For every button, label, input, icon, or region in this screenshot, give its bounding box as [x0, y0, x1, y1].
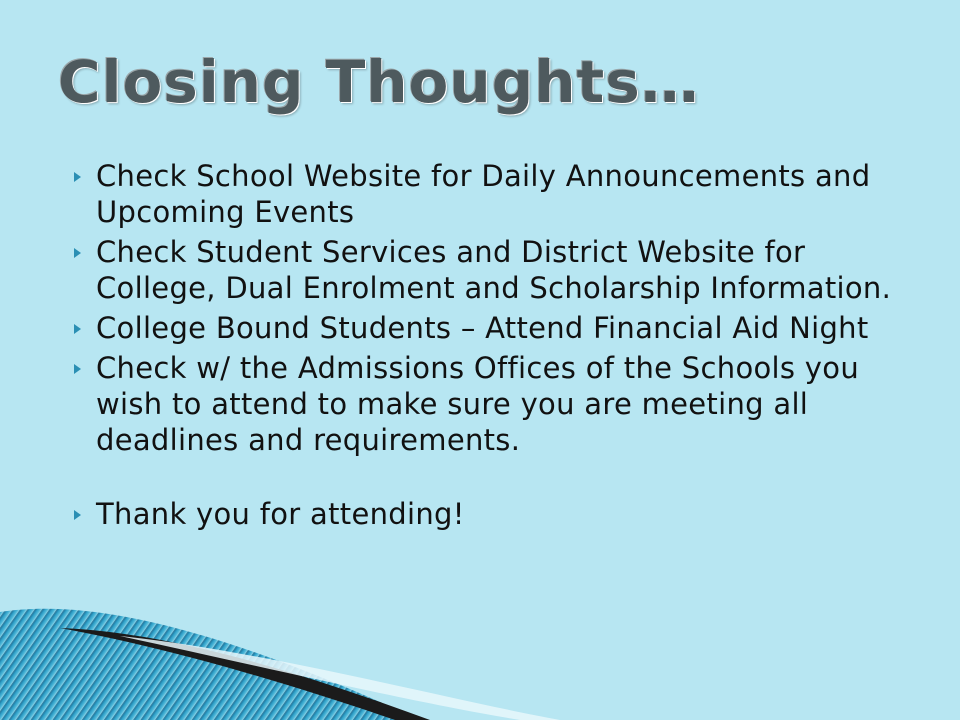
bullet-text: Check w/ the Admissions Offices of the Schools you wish to attend to make sure you are meeting all deadlines and requirements.: [96, 351, 859, 457]
arrow-bullet-icon: [74, 172, 81, 182]
bullet-text: Check Student Services and District Website for College, Dual Enrolment and Scholarship Information.: [96, 235, 892, 305]
bullet-item: [72, 158, 902, 230]
bullet-text: Thank you for attending!: [96, 497, 465, 531]
arrow-bullet-icon: [74, 364, 81, 374]
bullet-item-thank-you: [72, 496, 902, 532]
bullet-list: [72, 158, 902, 536]
slide-title: Closing Thoughts…: [58, 48, 700, 116]
bullet-item: [72, 350, 902, 458]
arrow-bullet-icon: [74, 510, 81, 520]
bullet-text: Check School Website for Daily Announcements and Upcoming Events: [96, 159, 871, 229]
bullet-item: [72, 310, 902, 346]
arrow-bullet-icon: [74, 248, 81, 258]
bullet-text: College Bound Students – Attend Financial Aid Night: [96, 311, 869, 345]
bullet-item: [72, 234, 902, 306]
arrow-bullet-icon: [74, 324, 81, 334]
